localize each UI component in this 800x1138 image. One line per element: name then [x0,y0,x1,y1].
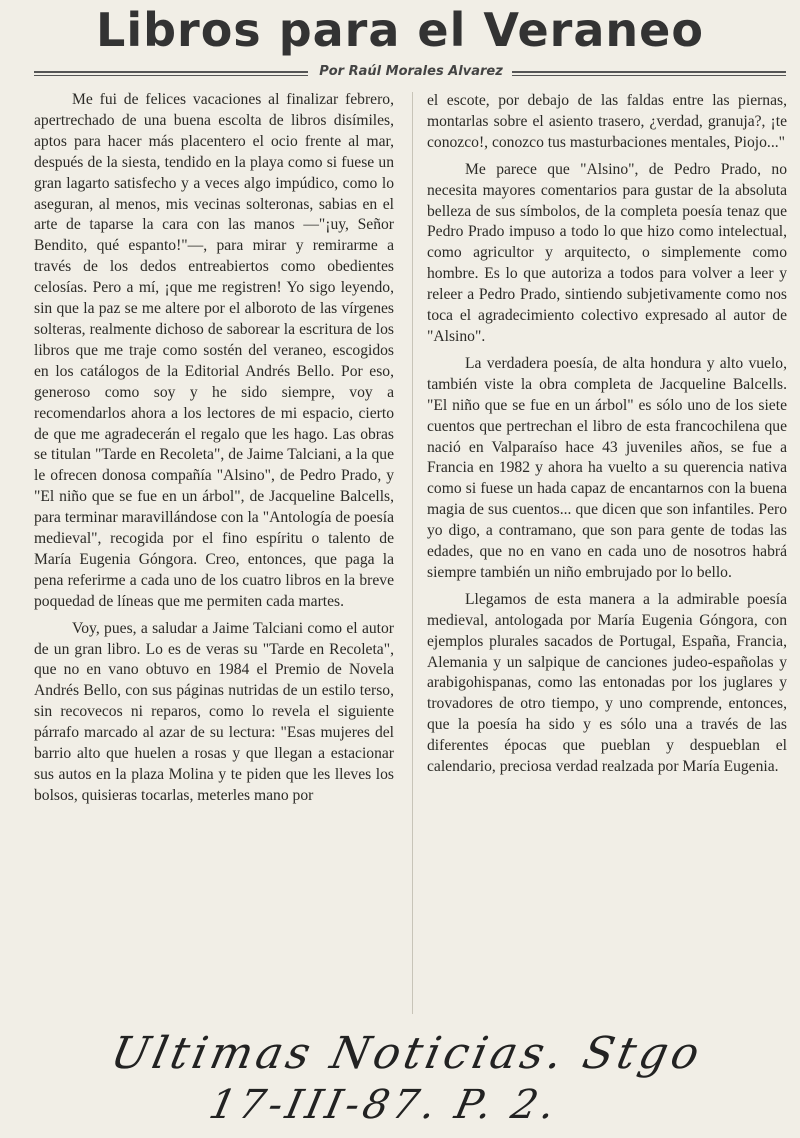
paragraph: La verdadera poesía, de alta hondura y alto vuelo, también viste la obra completa de Jacqueline Balcells. "El niño que se fue en un árbol" es sólo uno de los siete cuentos que pertrechan el libro de esta francochilena que nació en Valparaíso hace 43 juveniles años, se fue a Francia en 1982 y ahora ha vuelto a su querencia nativa como si fuese un hada capaz de encantarnos con la buena magia de sus cuentos... que dicen que son infantiles. Pero yo digo, a contramano, que son para gente de todas las edades, que no en vano en cada uno de nosotros habrá siempre también un niño embrujado por lo bello. [427,354,787,581]
paragraph: Voy, pues, a saludar a Jaime Talciani como el autor de un gran libro. Lo es de veras su "Tarde en Recoleta", que no en vano obtuvo en 1984 el Premio de Novela Andrés Bello, con sus páginas nutridas de un estilo terso, sin recovecos ni reparos, como lo revela el siguiente párrafo marcado al azar de su lectura: "Esas mujeres del barrio alto que huelen a rosas y que llegan a estacionar sus autos en la plaza Molina y te piden que les lleves los bolsos, quisieras tocarlas, meterles mano por [34,619,394,804]
paragraph: Llegamos de esta manera a la admirable poesía medieval, antologada por María Eugenia Góngora, con ejemplos plurales sacados de Portugal, España, Francia, Alemania y un salpique de canciones judeo-españolas y arabigohispanas, como las entonadas por los juglares y trovadores de otro tiempo, y uno comprende, entonces, que la poesía ha sido y es sólo una a través de las diferentes épocas que pueblan y despueblan el calendario, preciosa verdad realzada por María Eugenia. [427,590,787,776]
rule-right [512,71,786,76]
handwritten-date-note: 17-III-87. P. 2. [205,1082,563,1128]
handwritten-source-note: Ultimas Noticias. Stgo [106,1028,708,1079]
paragraph: el escote, por debajo de las faldas entre las piernas, montarlas sobre el asiento trasero, ¿verdad, granuja?, ¡te conozco!, conozco tus masturbaciones mentales, Piojo..." [427,92,787,151]
column-divider [412,92,413,1014]
paragraph: Me parece que "Alsino", de Pedro Prado, no necesita mayores comentarios para gustar de la absoluta belleza de sus símbolos, de la completa poesía tenaz que Pedro Prado impuso a todo lo que hizo como intelectual, como agricultor y arquitecto, o simplemente como hombre. Es lo que autoriza a todos para volver a leer y releer a Pedro Prado, sintiendo subjetivamente como nos toca el agradecimiento colectivo expresado al autor de "Alsino". [427,160,787,345]
paragraph: Me fui de felices vacaciones al finalizar febrero, apertrechado de una buena escolta de libros disímiles, aptos para hacer más placentero el ocio frente al mar, después de la siesta, tendido en la playa como si fuese un gran lagarto satisfecho y a veces algo impúdico, como lo aseguran, al menos, mis vecinas solteronas, sabias en el arte de taparse la cara con las manos —"¡uy, Señor Bendito, qué espanto!"—, para mirar y remirarme a través de los dedos entreabiertos como obedientes celosías. Pero a mí, ¡que me registren! Yo sigo leyendo, sin que la paz se me altere por el alboroto de las vírgenes solteras, realmente dichoso de saborear la escritura de los libros que me traje como sostén del veraneo, escogidos en los catálogos de la Editorial Andrés Bello. Por eso, generoso como soy y he sido siempre, voy a recomendarlos ahora a los lectores de mi espacio, cierto de que me agradecerán el regalo que les hago. Las obras se titulan "Tarde en Recoleta", de Jaime Talciani, a la que le ofrecen donosa compañía "Alsino", de Pedro Prado, y "El niño que se fue en un árbol", de Jacqueline Balcells, para terminar maravillándose con la "Antología de poesía medieval", recogida por el fino espíritu o talento de María Eugenia Góngora. Creo, entonces, que paga la pena referirme a cada uno de los cuatro libros en la breve poquedad de líneas que me permiten cada martes. [34,91,394,610]
left-column [34,90,394,813]
byline-row [34,64,786,84]
article-title: Libros para el Veraneo [96,3,704,57]
byline: Por Raúl Morales Alvarez [319,64,503,79]
rule-left [34,71,308,76]
right-column [427,91,787,784]
